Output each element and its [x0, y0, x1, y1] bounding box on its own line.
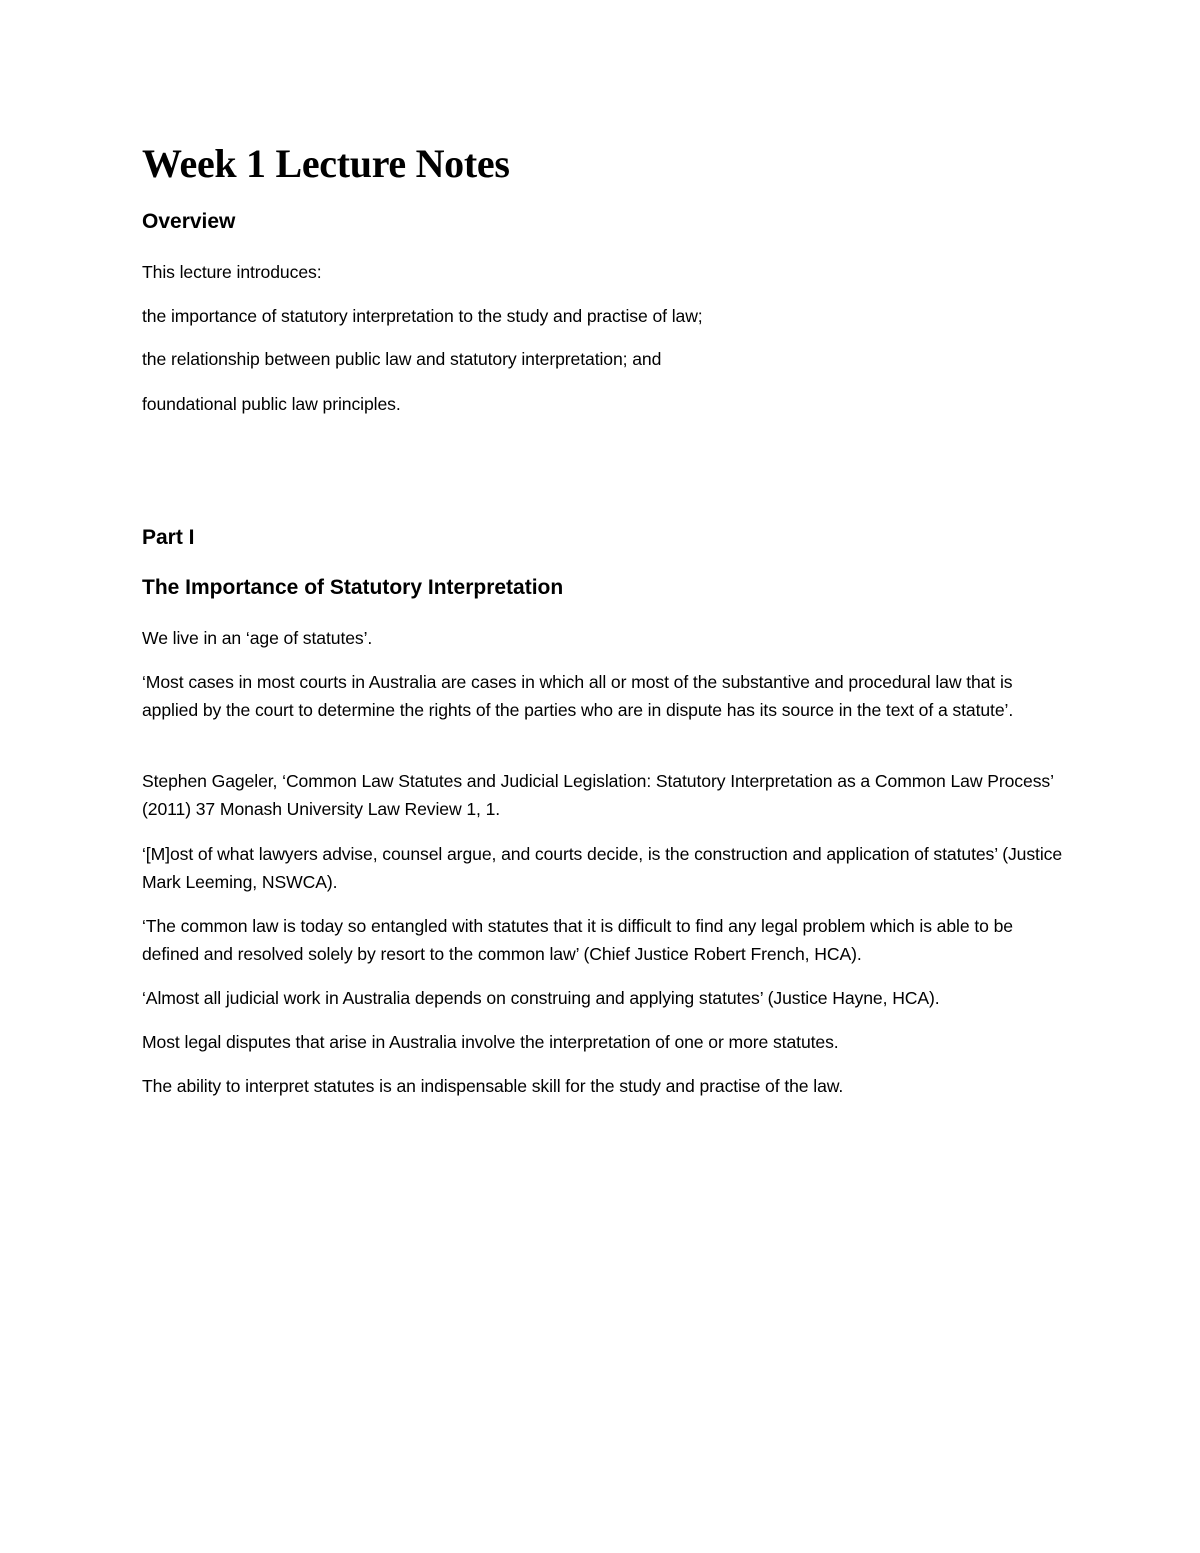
- part-heading: Part I: [142, 526, 195, 549]
- paragraph-quote-hayne: ‘Almost all judicial work in Australia depends on construing and applying statutes’ (Justice Hayne, HCA).: [142, 988, 940, 1008]
- part-subheading: The Importance of Statutory Interpretation: [142, 576, 564, 599]
- paragraph-legal-disputes: Most legal disputes that arise in Australia involve the interpretation of one or more statutes.: [142, 1032, 839, 1052]
- paragraph-age-of-statutes: We live in an ‘age of statutes’.: [142, 628, 373, 648]
- paragraph-quote-leeming: ‘[M]ost of what lawyers advise, counsel argue, and courts decide, is the construction and application of statutes’ (Justice Mark Leeming, NSWCA).: [142, 844, 1063, 892]
- overview-item: the relationship between public law and statutory interpretation; and: [142, 349, 662, 369]
- overview-item: the importance of statutory interpretation to the study and practise of law;: [142, 306, 703, 326]
- overview-intro: This lecture introduces:: [142, 262, 322, 282]
- document-title: Week 1 Lecture Notes: [142, 141, 510, 186]
- paragraph-quote-most-cases: ‘Most cases in most courts in Australia are cases in which all or most of the substantive and procedural law that is applied by the court to determine the rights of the parties who are in dispute has its source in the text of a statute’.: [142, 672, 1014, 720]
- overview-item: foundational public law principles.: [142, 394, 401, 414]
- paragraph-citation-gageler: Stephen Gageler, ‘Common Law Statutes and Judicial Legislation: Statutory Interpretation as a Common Law Process’ (2011) 37 Monash University Law Review 1, 1.: [142, 771, 1054, 819]
- paragraph-ability: The ability to interpret statutes is an indispensable skill for the study and practise of the law.: [142, 1076, 844, 1096]
- paragraph-quote-french: ‘The common law is today so entangled with statutes that it is difficult to find any legal problem which is able to be defined and resolved solely by resort to the common law’ (Chief Justice Robert French, HCA).: [142, 916, 1013, 964]
- overview-heading: Overview: [142, 210, 236, 233]
